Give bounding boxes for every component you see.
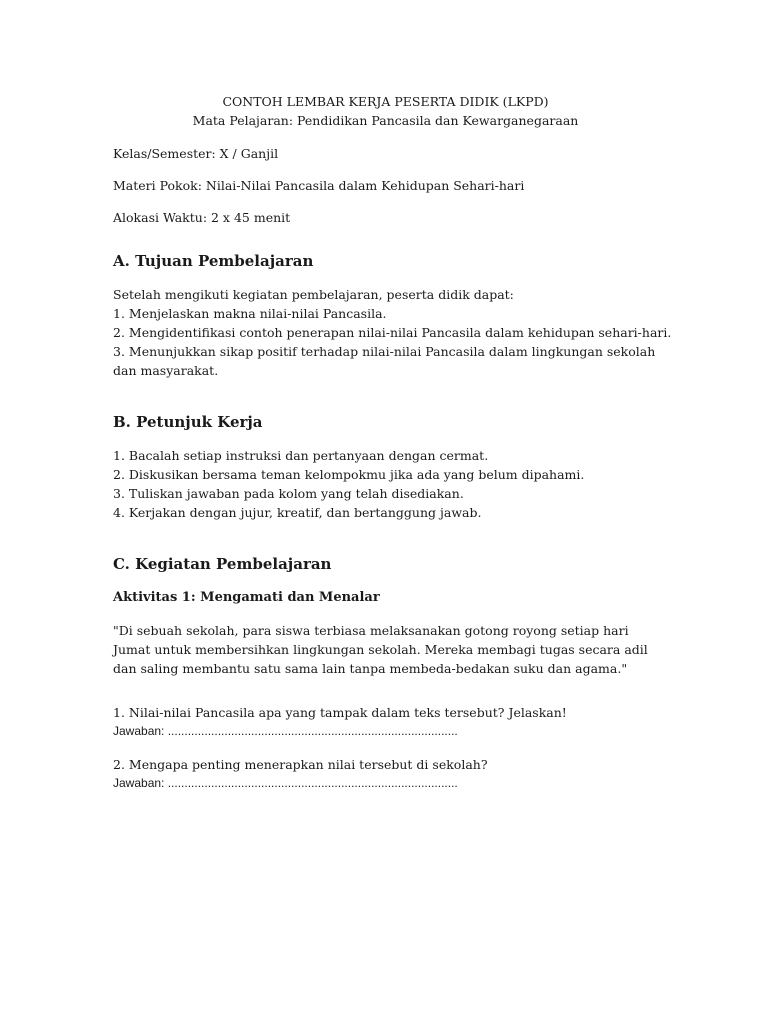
question-text: 2. Mengapa penting menerapkan nilai tersebut di sekolah? xyxy=(113,757,488,772)
instruction-item: 3. Tuliskan jawaban pada kolom yang telah disediakan. xyxy=(113,486,464,501)
section-a-heading: A. Tujuan Pembelajaran xyxy=(113,252,314,270)
objective-item: 3. Menunjukkan sikap positif terhadap nilai-nilai Pancasila dalam lingkungan sekolah dan masyarakat. xyxy=(113,344,656,378)
time-allocation: Alokasi Waktu: 2 x 45 menit xyxy=(113,210,291,225)
section-work-instructions xyxy=(113,412,658,522)
class-semester: Kelas/Semester: X / Ganjil xyxy=(113,146,279,161)
activity-title: Aktivitas 1: Mengamati dan Menalar xyxy=(113,590,380,605)
objectives-intro: Setelah mengikuti kegiatan pembelajaran, peserta didik dapat: xyxy=(113,287,514,302)
subject-line: Mata Pelajaran: Pendidikan Pancasila dan Kewarganegaraan xyxy=(192,113,579,128)
objective-item: 2. Mengidentifikasi contoh penerapan nilai-nilai Pancasila dalam kehidupan sehari-hari. xyxy=(113,325,672,340)
objectives-list xyxy=(113,285,672,380)
document-header xyxy=(113,92,658,130)
objective-item: 1. Menjelaskan makna nilai-nilai Pancasila. xyxy=(113,306,387,321)
main-topic: Materi Pokok: Nilai-Nilai Pancasila dalam Kehidupan Sehari-hari xyxy=(113,178,525,193)
answer-field[interactable]: Jawaban: ....................................................................................... xyxy=(113,776,458,790)
question-1 xyxy=(113,703,658,741)
section-c-heading: C. Kegiatan Pembelajaran xyxy=(113,555,332,573)
section-learning-objectives xyxy=(113,251,672,380)
answer-field[interactable]: Jawaban: ....................................................................................... xyxy=(113,724,458,738)
section-b-heading: B. Petunjuk Kerja xyxy=(113,413,263,431)
question-2 xyxy=(113,755,658,793)
question-text: 1. Nilai-nilai Pancasila apa yang tampak dalam teks tersebut? Jelaskan! xyxy=(113,705,567,720)
case-passage: "Di sebuah sekolah, para siswa terbiasa melaksanakan gotong royong setiap hari Jumat untuk membersihkan lingkungan sekolah. Mereka membagi tugas secara adil dan saling membantu satu sama lain tanpa membeda-bedakan suku dan agama." xyxy=(113,623,648,676)
document-title: CONTOH LEMBAR KERJA PESERTA DIDIK (LKPD) xyxy=(222,94,549,109)
section-learning-activities xyxy=(113,554,658,793)
instruction-item: 4. Kerjakan dengan jujur, kreatif, dan bertanggung jawab. xyxy=(113,505,482,520)
instructions-list xyxy=(113,446,658,522)
instruction-item: 1. Bacalah setiap instruksi dan pertanyaan dengan cermat. xyxy=(113,448,489,463)
worksheet-page xyxy=(113,92,672,793)
instruction-item: 2. Diskusikan bersama teman kelompokmu jika ada yang belum dipahami. xyxy=(113,467,585,482)
